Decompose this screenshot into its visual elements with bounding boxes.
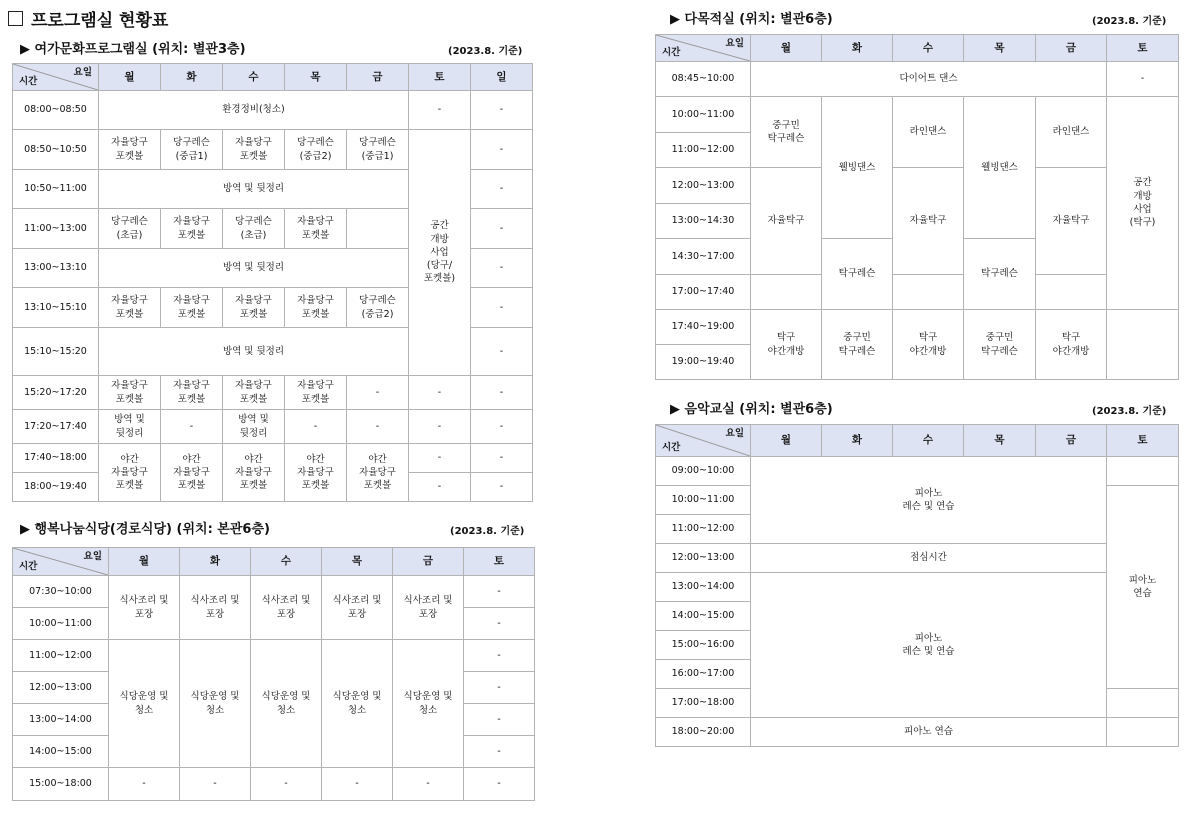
- schedule-cell: 식사조리 및 포장: [322, 576, 393, 640]
- schedule-cell: [347, 209, 409, 249]
- page-title-text: 프로그램실 현황표: [31, 11, 169, 31]
- schedule-cell: [751, 275, 822, 310]
- schedule-cell: [893, 275, 964, 310]
- time-cell: 13:10~15:10: [13, 288, 99, 328]
- schedule-cell: 당구레슨 (초급): [99, 209, 161, 249]
- corner-day-label: 요일: [83, 551, 102, 562]
- day-header: 토: [409, 64, 471, 91]
- table-row: [656, 573, 1179, 602]
- schedule-cell: 방역 및 뒷정리: [99, 328, 409, 376]
- schedule-cell: 중구민 탁구레슨: [822, 310, 893, 380]
- schedule-cell: 자율당구 포켓볼: [285, 209, 347, 249]
- schedule-cell: 피아노 레슨 및 연습: [751, 457, 1107, 544]
- schedule-cell: -: [471, 444, 533, 473]
- schedule-cell: 중구민 탁구레슨: [751, 97, 822, 168]
- day-header: 화: [180, 548, 251, 576]
- schedule-cell: 자율당구 포켓볼: [99, 288, 161, 328]
- time-cell: 15:10~15:20: [13, 328, 99, 376]
- basis-date-dining-hall: (2023.8. 기준): [450, 526, 525, 537]
- time-cell: 14:00~15:00: [656, 602, 751, 631]
- schedule-cell: -: [471, 130, 533, 170]
- day-header: 목: [964, 35, 1036, 62]
- schedule-cell: 자율당구 포켓볼: [99, 376, 161, 410]
- day-header: 금: [347, 64, 409, 91]
- schedule-cell: 야간 자율당구 포켓볼: [347, 444, 409, 502]
- schedule-cell: 방역 및 뒷정리: [99, 249, 409, 288]
- music-room-schedule-table: [655, 424, 1179, 747]
- section-heading-leisure-room: ▶ 여가문화프로그램실 (위치: 별관3층): [20, 42, 246, 57]
- table-row: [656, 310, 1179, 345]
- schedule-cell: 탁구 야간개방: [751, 310, 822, 380]
- schedule-cell: [1107, 689, 1179, 718]
- table-row: [656, 457, 1179, 486]
- schedule-cell: 자율당구 포켓볼: [161, 209, 223, 249]
- corner-time-label: 시간: [662, 46, 681, 58]
- time-cell: 10:00~11:00: [656, 486, 751, 515]
- table-row: [13, 576, 535, 608]
- table-row: [13, 130, 533, 170]
- schedule-cell: [1107, 457, 1179, 486]
- schedule-cell: 점심시간: [751, 544, 1107, 573]
- schedule-cell: -: [347, 376, 409, 410]
- schedule-cell: 자율당구 포켓볼: [285, 288, 347, 328]
- table-row: [656, 97, 1179, 133]
- table-row: [13, 91, 533, 130]
- table-row: [13, 444, 533, 473]
- schedule-cell-open-space: 공간 개방 사업 (탁구): [1107, 97, 1179, 310]
- schedule-cell: -: [347, 410, 409, 444]
- schedule-cell: 야간 자율당구 포켓볼: [285, 444, 347, 502]
- time-cell: 13:00~14:00: [656, 573, 751, 602]
- schedule-cell: -: [464, 640, 535, 672]
- day-header: 수: [223, 64, 285, 91]
- schedule-cell: 자율당구 포켓볼: [285, 376, 347, 410]
- schedule-cell: 식사조리 및 포장: [393, 576, 464, 640]
- table-corner-cell: [13, 548, 109, 576]
- schedule-cell: 자율당구 포켓볼: [223, 130, 285, 170]
- time-cell: 17:00~18:00: [656, 689, 751, 718]
- schedule-cell: 자율탁구: [1036, 168, 1107, 275]
- schedule-cell: 식당운영 및 청소: [322, 640, 393, 768]
- schedule-cell: -: [464, 576, 535, 608]
- time-cell: 13:00~14:30: [656, 204, 751, 239]
- schedule-cell: -: [471, 376, 533, 410]
- schedule-cell: 자율탁구: [751, 168, 822, 275]
- schedule-cell: -: [471, 473, 533, 502]
- schedule-cell: 식당운영 및 청소: [109, 640, 180, 768]
- time-cell: 09:00~10:00: [656, 457, 751, 486]
- time-cell: 13:00~13:10: [13, 249, 99, 288]
- table-row: [656, 62, 1179, 97]
- schedule-cell: -: [471, 410, 533, 444]
- day-header: 화: [822, 425, 893, 457]
- time-cell: 18:00~19:40: [13, 473, 99, 502]
- schedule-cell: 자율당구 포켓볼: [161, 376, 223, 410]
- schedule-cell: 다이어트 댄스: [751, 62, 1107, 97]
- time-cell: 08:00~08:50: [13, 91, 99, 130]
- day-header: 목: [285, 64, 347, 91]
- schedule-cell: -: [409, 473, 471, 502]
- schedule-cell: -: [471, 249, 533, 288]
- schedule-cell: -: [464, 608, 535, 640]
- schedule-cell: [1036, 275, 1107, 310]
- schedule-cell: -: [322, 768, 393, 801]
- schedule-cell: -: [180, 768, 251, 801]
- time-cell: 15:00~18:00: [13, 768, 109, 801]
- day-header: 금: [1036, 425, 1107, 457]
- time-cell: 12:00~13:00: [656, 544, 751, 573]
- day-header: 월: [109, 548, 180, 576]
- schedule-cell: -: [161, 410, 223, 444]
- schedule-cell: 라인댄스: [893, 97, 964, 168]
- day-header: 화: [161, 64, 223, 91]
- schedule-cell: 환경정비(청소): [99, 91, 409, 130]
- schedule-cell: -: [285, 410, 347, 444]
- time-cell: 12:00~13:00: [656, 168, 751, 204]
- table-header-row: [13, 64, 533, 91]
- schedule-cell: 당구레슨 (중급2): [347, 288, 409, 328]
- day-header: 일: [471, 64, 533, 91]
- schedule-cell: -: [471, 209, 533, 249]
- time-cell: 19:00~19:40: [656, 345, 751, 380]
- basis-date-leisure-room: (2023.8. 기준): [448, 46, 523, 57]
- time-cell: 18:00~20:00: [656, 718, 751, 747]
- schedule-cell: 방역 및 뒷정리: [99, 410, 161, 444]
- schedule-cell: 웰빙댄스: [964, 97, 1036, 239]
- day-header: 토: [1107, 425, 1179, 457]
- schedule-cell: -: [1107, 62, 1179, 97]
- time-cell: 17:00~17:40: [656, 275, 751, 310]
- schedule-cell: 웰빙댄스: [822, 97, 893, 239]
- table-row: [13, 640, 535, 672]
- basis-date-music-room: (2023.8. 기준): [1092, 406, 1167, 417]
- table-row: [656, 275, 1179, 310]
- day-header: 수: [893, 425, 964, 457]
- time-cell: 16:00~17:00: [656, 660, 751, 689]
- leisure-room-schedule-table: [12, 63, 533, 502]
- day-header: 수: [251, 548, 322, 576]
- table-corner-cell: [656, 425, 751, 457]
- table-row: [656, 544, 1179, 573]
- schedule-cell: 라인댄스: [1036, 97, 1107, 168]
- schedule-cell: 당구레슨 (중급1): [347, 130, 409, 170]
- corner-time-label: 시간: [662, 441, 681, 453]
- schedule-cell: -: [471, 328, 533, 376]
- corner-day-label: 요일: [725, 428, 744, 439]
- corner-day-label: 요일: [73, 67, 92, 78]
- day-header: 토: [1107, 35, 1179, 62]
- corner-day-label: 요일: [725, 38, 744, 49]
- time-cell: 14:00~15:00: [13, 736, 109, 768]
- time-cell: 10:00~11:00: [13, 608, 109, 640]
- day-header: 목: [322, 548, 393, 576]
- schedule-cell: -: [409, 376, 471, 410]
- time-cell: 14:30~17:00: [656, 239, 751, 275]
- schedule-cell: -: [109, 768, 180, 801]
- time-cell: 11:00~12:00: [13, 640, 109, 672]
- schedule-cell: -: [409, 91, 471, 130]
- time-cell: 10:00~11:00: [656, 97, 751, 133]
- table-header-row: [656, 35, 1179, 62]
- schedule-cell: 탁구레슨: [964, 239, 1036, 310]
- basis-date-multipurpose-room: (2023.8. 기준): [1092, 16, 1167, 27]
- dining-hall-schedule-table: [12, 547, 535, 801]
- schedule-cell: [1107, 310, 1179, 380]
- schedule-cell: 식당운영 및 청소: [251, 640, 322, 768]
- schedule-cell: 당구레슨 (초급): [223, 209, 285, 249]
- table-corner-cell: [13, 64, 99, 91]
- schedule-cell: -: [251, 768, 322, 801]
- table-row: [656, 168, 1179, 204]
- schedule-cell: 야간 자율당구 포켓볼: [99, 444, 161, 502]
- time-cell: 08:50~10:50: [13, 130, 99, 170]
- section-heading-music-room: ▶ 음악교실 (위치: 별관6층): [670, 402, 833, 417]
- schedule-cell: 당구레슨 (중급2): [285, 130, 347, 170]
- schedule-cell: 식당운영 및 청소: [180, 640, 251, 768]
- time-cell: 12:00~13:00: [13, 672, 109, 704]
- schedule-cell: 야간 자율당구 포켓볼: [161, 444, 223, 502]
- schedule-cell: 식사조리 및 포장: [109, 576, 180, 640]
- time-cell: 11:00~13:00: [13, 209, 99, 249]
- checkbox-icon: [8, 11, 23, 26]
- time-cell: 10:50~11:00: [13, 170, 99, 209]
- day-header: 월: [99, 64, 161, 91]
- schedule-cell: -: [471, 91, 533, 130]
- time-cell: 15:00~16:00: [656, 631, 751, 660]
- schedule-cell: -: [471, 170, 533, 209]
- time-cell: 07:30~10:00: [13, 576, 109, 608]
- time-cell: 11:00~12:00: [656, 515, 751, 544]
- schedule-cell: -: [409, 410, 471, 444]
- schedule-cell: 탁구레슨: [822, 239, 893, 310]
- day-header: 월: [751, 35, 822, 62]
- schedule-cell: -: [409, 444, 471, 473]
- time-cell: 17:20~17:40: [13, 410, 99, 444]
- schedule-cell-saturday-piano: 피아노 연습: [1107, 486, 1179, 689]
- day-header: 금: [393, 548, 464, 576]
- table-header-row: [656, 425, 1179, 457]
- schedule-cell: 야간 자율당구 포켓볼: [223, 444, 285, 502]
- time-cell: 13:00~14:00: [13, 704, 109, 736]
- schedule-cell: 식사조리 및 포장: [251, 576, 322, 640]
- table-row: [13, 768, 535, 801]
- multipurpose-room-schedule-table: [655, 34, 1179, 380]
- schedule-cell-open-space: 공간 개방 사업 (당구/ 포켓볼): [409, 130, 471, 376]
- day-header: 화: [822, 35, 893, 62]
- schedule-cell: 방역 및 뒷정리: [223, 410, 285, 444]
- schedule-cell: 자율탁구: [893, 168, 964, 275]
- time-cell: 17:40~18:00: [13, 444, 99, 473]
- table-row: [656, 718, 1179, 747]
- schedule-cell: -: [464, 768, 535, 801]
- day-header: 목: [964, 425, 1036, 457]
- day-header: 토: [464, 548, 535, 576]
- table-row: [13, 376, 533, 410]
- schedule-cell: 자율당구 포켓볼: [223, 376, 285, 410]
- time-cell: 17:40~19:00: [656, 310, 751, 345]
- schedule-cell: 자율당구 포켓볼: [99, 130, 161, 170]
- time-cell: 08:45~10:00: [656, 62, 751, 97]
- table-row: [13, 410, 533, 444]
- page-title: [8, 6, 168, 31]
- corner-time-label: 시간: [19, 75, 38, 87]
- schedule-cell: 자율당구 포켓볼: [161, 288, 223, 328]
- table-header-row: [13, 548, 535, 576]
- schedule-cell: 피아노 레슨 및 연습: [751, 573, 1107, 718]
- section-heading-dining-hall: ▶ 행복나눔식당(경로식당) (위치: 본관6층): [20, 522, 270, 537]
- time-cell: 15:20~17:20: [13, 376, 99, 410]
- day-header: 수: [893, 35, 964, 62]
- schedule-cell: 탁구 야간개방: [1036, 310, 1107, 380]
- schedule-cell: 자율당구 포켓볼: [223, 288, 285, 328]
- schedule-cell: 식사조리 및 포장: [180, 576, 251, 640]
- schedule-cell: -: [464, 736, 535, 768]
- table-corner-cell: [656, 35, 751, 62]
- schedule-cell: -: [464, 704, 535, 736]
- schedule-cell: 식당운영 및 청소: [393, 640, 464, 768]
- schedule-cell: -: [464, 672, 535, 704]
- corner-time-label: 시간: [19, 560, 38, 572]
- schedule-cell: 방역 및 뒷정리: [99, 170, 409, 209]
- day-header: 월: [751, 425, 822, 457]
- schedule-cell: 탁구 야간개방: [893, 310, 964, 380]
- schedule-cell: 피아노 연습: [751, 718, 1107, 747]
- section-heading-multipurpose-room: ▶ 다목적실 (위치: 별관6층): [670, 12, 833, 27]
- schedule-cell: [1107, 718, 1179, 747]
- schedule-cell: -: [393, 768, 464, 801]
- day-header: 금: [1036, 35, 1107, 62]
- time-cell: 11:00~12:00: [656, 133, 751, 168]
- schedule-cell: 당구레슨 (중급1): [161, 130, 223, 170]
- schedule-cell: -: [471, 288, 533, 328]
- schedule-cell: 중구민 탁구레슨: [964, 310, 1036, 380]
